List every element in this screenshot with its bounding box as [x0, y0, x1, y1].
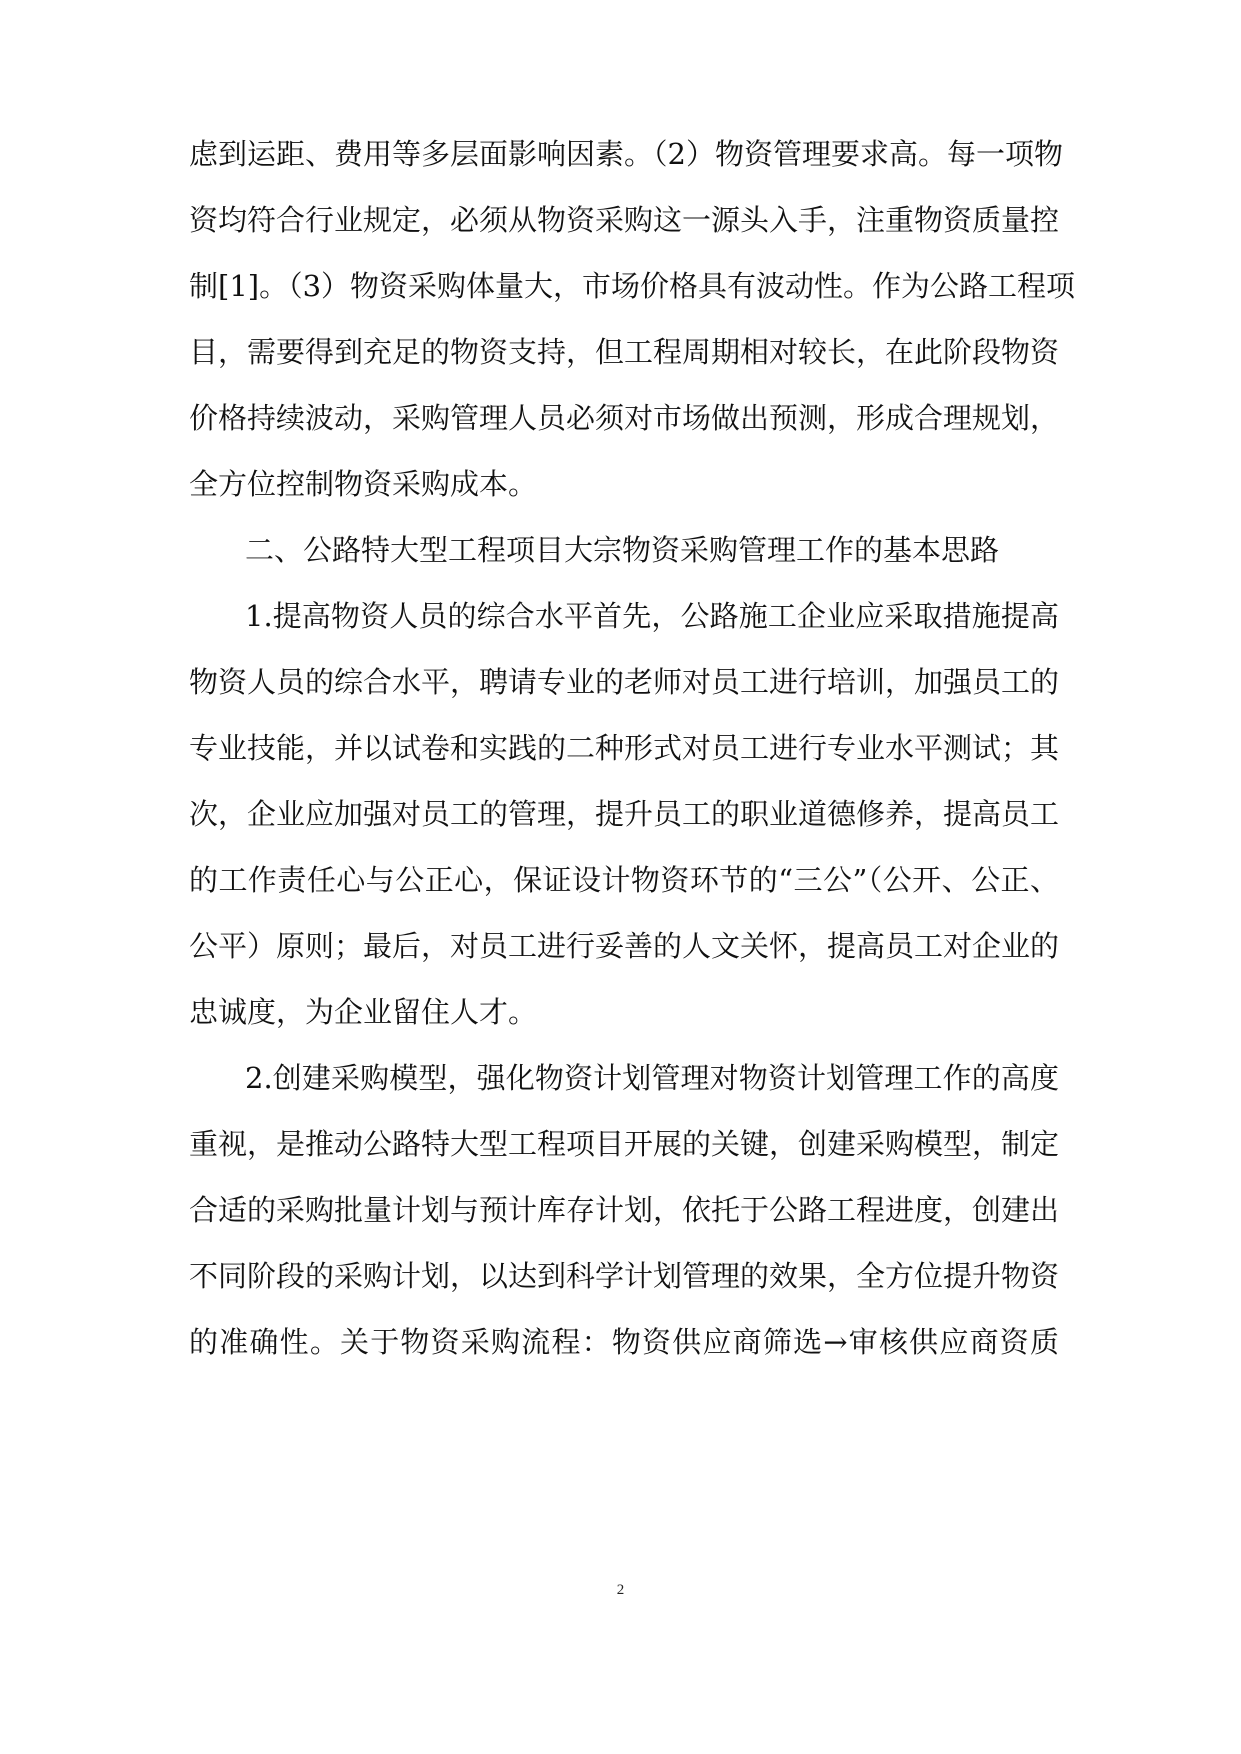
page-number: 2: [616, 1582, 625, 1598]
body-text-line: 资均符合行业规定，必须从物资采购这一源头入手，注重物资质量控: [189, 203, 1060, 237]
body-text-line: 物资人员的综合水平，聘请专业的老师对员工进行培训，加强员工的: [189, 665, 1060, 699]
body-text-line: 忠诚度，为企业留住人才。: [189, 995, 538, 1029]
body-text-line: 的准确性。关于物资采购流程：物资供应商筛选→审核供应商资质: [189, 1325, 1059, 1359]
section-heading: 二、公路特大型工程项目大宗物资采购管理工作的基本思路: [245, 533, 1000, 567]
body-text-line: 不同阶段的采购计划，以达到科学计划管理的效果，全方位提升物资: [189, 1259, 1060, 1293]
body-text-line: 专业技能，并以试卷和实践的二种形式对员工进行专业水平测试；其: [189, 731, 1060, 765]
body-text-line: 的工作责任心与公正心，保证设计物资环节的“三公”（公开、公正、: [189, 863, 1059, 897]
body-text-line: 2.创建采购模型，强化物资计划管理对物资计划管理工作的高度: [245, 1061, 1059, 1095]
body-text-line: 合适的采购批量计划与预计库存计划，依托于公路工程进度，创建出: [189, 1193, 1060, 1227]
body-text-line: 虑到运距、费用等多层面影响因素。（2）物资管理要求高。每一项物: [189, 137, 1063, 171]
body-text-line: 次，企业应加强对员工的管理，提升员工的职业道德修养，提高员工: [189, 797, 1060, 831]
body-text-line: 全方位控制物资采购成本。: [189, 467, 538, 501]
body-text-line: 价格持续波动，采购管理人员必须对市场做出预测，形成合理规划，: [189, 401, 1060, 435]
body-text-line: 公平）原则；最后，对员工进行妥善的人文关怀，提高员工对企业的: [189, 929, 1060, 963]
body-text-line: 制[1]。（3）物资采购体量大，市场价格具有波动性。作为公路工程项: [189, 269, 1076, 303]
body-text-line: 重视，是推动公路特大型工程项目开展的关键，创建采购模型，制定: [189, 1127, 1060, 1161]
body-text-line: 1.提高物资人员的综合水平首先，公路施工企业应采取措施提高: [245, 599, 1059, 633]
body-text-line: 目，需要得到充足的物资支持，但工程周期相对较长，在此阶段物资: [189, 335, 1060, 369]
